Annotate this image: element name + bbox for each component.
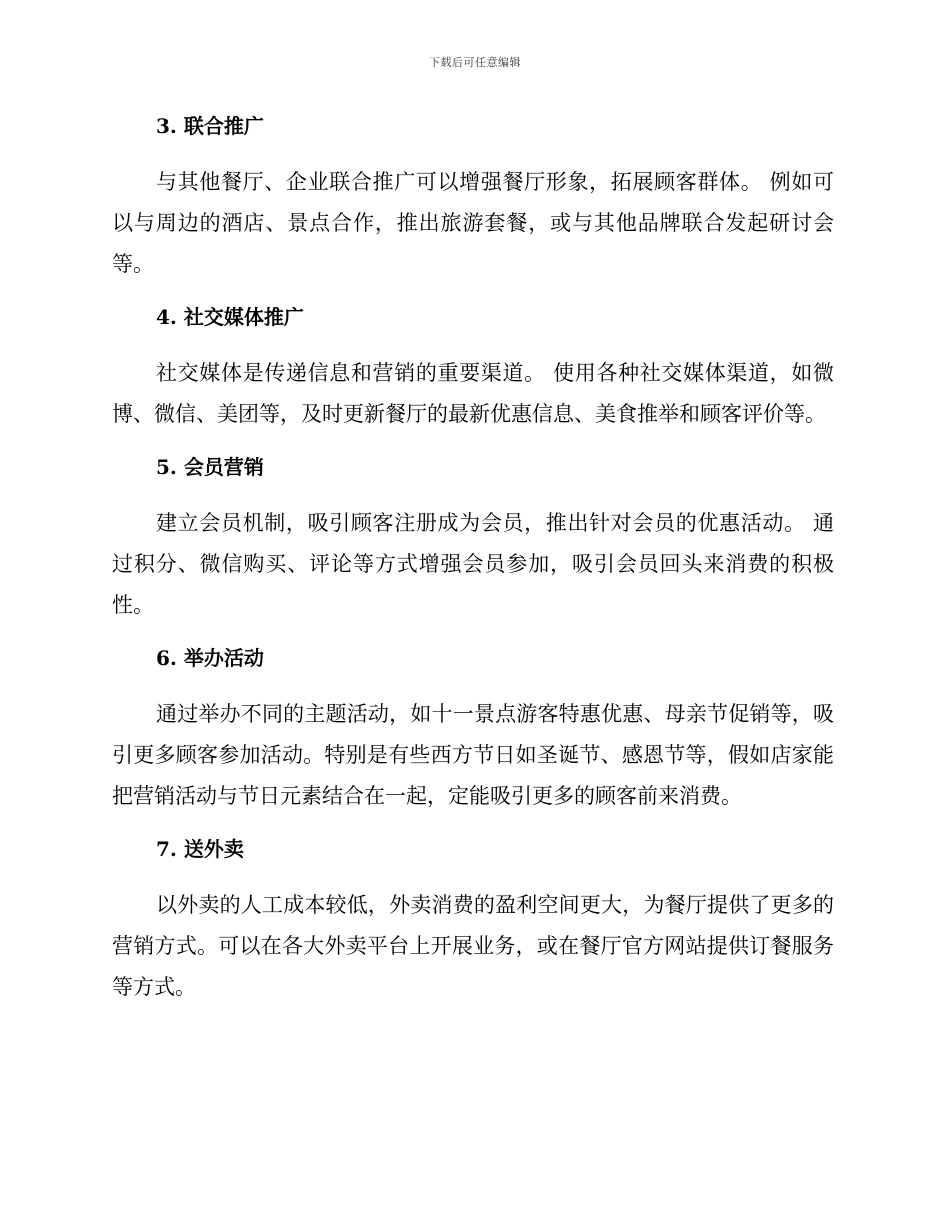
section-paragraph: 通过举办不同的主题活动，如十一景点游客特惠优惠、母亲节促销等，吸引更多顾客参加活动。特别是有些西方节日如圣诞节、感恩节等，假如店家能把营销活动与节日元素结合在一起，定能吸引更多的顾客前来消费。 xyxy=(112,702,834,808)
section-paragraph: 社交媒体是传递信息和营销的重要渠道。 使用各种社交媒体渠道，如微博、微信、美团等，及时更新餐厅的最新优惠信息、美食推举和顾客评价等。 xyxy=(112,361,834,426)
section-delivery xyxy=(112,831,834,1008)
section-paragraph: 建立会员机制，吸引顾客注册成为会员，推出针对会员的优惠活动。 通过积分、微信购买、评论等方式增强会员参加，吸引会员回头来消费的积极性。 xyxy=(112,511,834,617)
section-social-media xyxy=(112,299,834,435)
section-paragraph: 以外卖的人工成本较低，外卖消费的盈利空间更大，为餐厅提供了更多的营销方式。可以在各大外卖平台上开展业务，或在餐厅官方网站提供订餐服务等方式。 xyxy=(112,893,834,999)
section-membership xyxy=(112,449,834,626)
section-events xyxy=(112,640,834,817)
page-header: 下载后可任意编辑 xyxy=(429,56,521,69)
section-heading: 7. 送外卖 xyxy=(156,837,244,861)
section-paragraph: 与其他餐厅、企业联合推广可以增强餐厅形象，拓展顾客群体。 例如可以与周边的酒店、景点合作，推出旅游套餐，或与其他品牌联合发起研讨会等。 xyxy=(112,170,834,276)
section-joint-promotion xyxy=(112,108,834,285)
document-body xyxy=(112,108,834,1022)
section-heading: 6. 举办活动 xyxy=(156,646,264,670)
section-heading: 5. 会员营销 xyxy=(156,455,264,479)
section-heading: 4. 社交媒体推广 xyxy=(156,305,304,329)
section-heading: 3. 联合推广 xyxy=(156,114,264,138)
